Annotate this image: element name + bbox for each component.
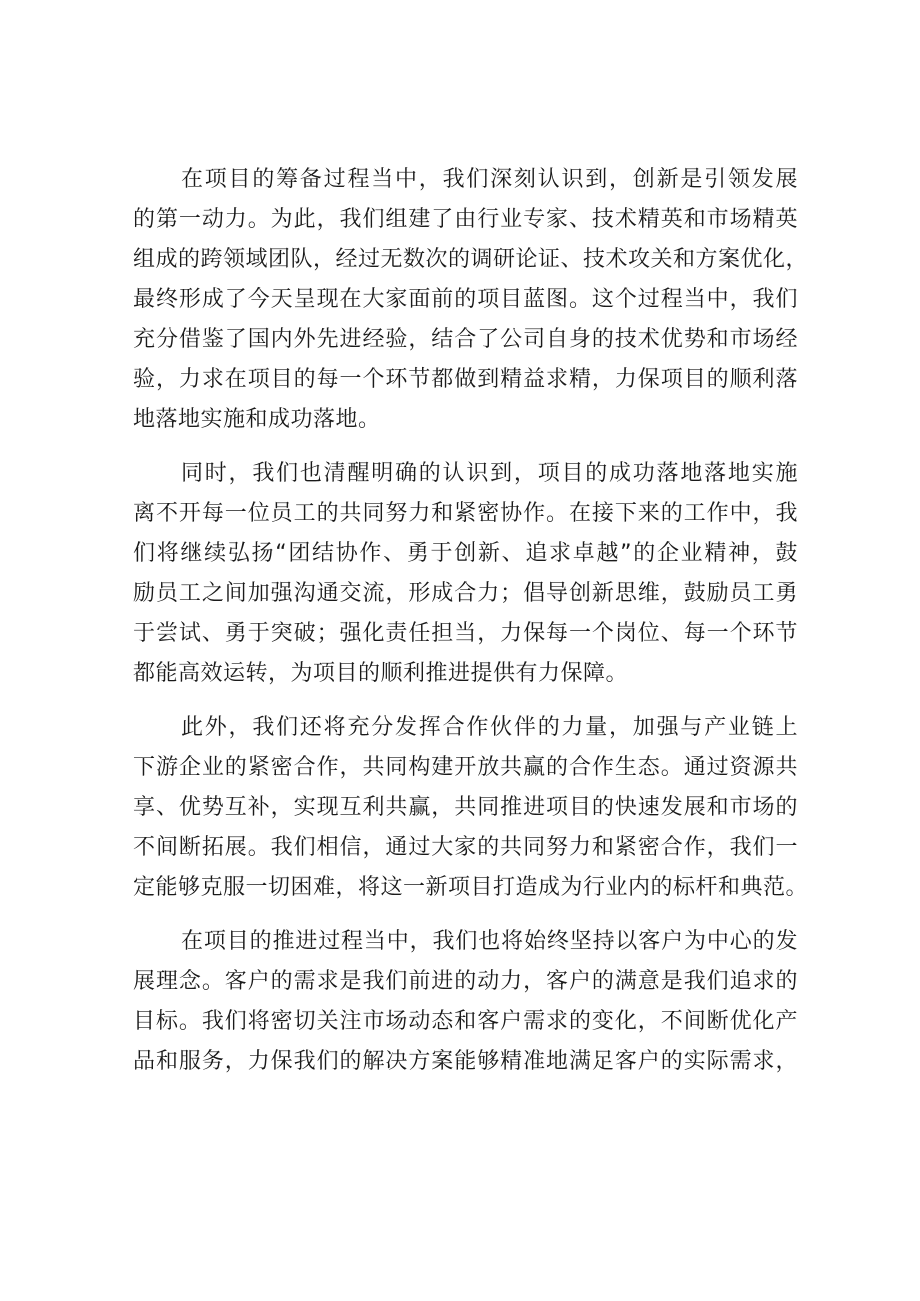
- paragraph-line: 都能高效运转，为项目的顺利推进提供有力保障。: [133, 661, 629, 686]
- document-body: [133, 160, 809, 1096]
- paragraph-line: 充分借鉴了国内外先进经验，结合了公司自身的技术优势和市场经: [133, 327, 798, 352]
- paragraph-line: 同时，我们也清醒明确的认识到，项目的成功落地落地实施: [181, 461, 798, 486]
- paragraph-3: [133, 708, 809, 908]
- paragraph-line: 在项目的推进过程当中，我们也将始终坚持以客户为中心的发: [181, 929, 798, 954]
- paragraph-line: 的第一动力。为此，我们组建了由行业专家、技术精英和市场精英: [133, 207, 798, 232]
- paragraph-2: [133, 454, 798, 694]
- paragraph-line: 组成的跨领域团队，经过无数次的调研论证、技术攻关和方案优化，: [133, 247, 809, 272]
- paragraph-line: 不间断拓展。我们相信，通过大家的共同努力和紧密合作，我们一: [133, 835, 798, 860]
- paragraph-line: 地落地实施和成功落地。: [133, 407, 381, 432]
- paragraph-line: 此外，我们还将充分发挥合作伙伴的力量，加强与产业链上: [181, 715, 798, 740]
- paragraph-line: 品和服务，力保我们的解决方案能够精准地满足客户的实际需求，: [133, 1049, 798, 1074]
- paragraph-line: 下游企业的紧密合作，共同构建开放共赢的合作生态。通过资源共: [133, 755, 798, 780]
- paragraph-line: 展理念。客户的需求是我们前进的动力，客户的满意是我们追求的: [133, 969, 798, 994]
- paragraph-line: 目标。我们将密切关注市场动态和客户需求的变化，不间断优化产: [133, 1009, 798, 1034]
- paragraph-line: 离不开每一位员工的共同努力和紧密协作。在接下来的工作中，我: [133, 501, 798, 526]
- paragraph-4: [133, 922, 798, 1082]
- paragraph-1: [133, 160, 809, 440]
- paragraph-line: 励员工之间加强沟通交流，形成合力；倡导创新思维，鼓励员工勇: [133, 581, 798, 606]
- paragraph-line: 们将继续弘扬“团结协作、勇于创新、追求卓越”的企业精神，鼓: [133, 541, 798, 566]
- paragraph-line: 定能够克服一切困难，将这一新项目打造成为行业内的标杆和典范。: [133, 875, 809, 900]
- paragraph-line: 最终形成了今天呈现在大家面前的项目蓝图。这个过程当中，我们: [133, 287, 798, 312]
- paragraph-line: 验，力求在项目的每一个环节都做到精益求精，力保项目的顺利落: [133, 367, 798, 392]
- paragraph-line: 享、优势互补，实现互利共赢，共同推进项目的快速发展和市场的: [133, 795, 798, 820]
- paragraph-line: 在项目的筹备过程当中，我们深刻认识到，创新是引领发展: [181, 167, 798, 192]
- paragraph-line: 于尝试、勇于突破；强化责任担当，力保每一个岗位、每一个环节: [133, 621, 798, 646]
